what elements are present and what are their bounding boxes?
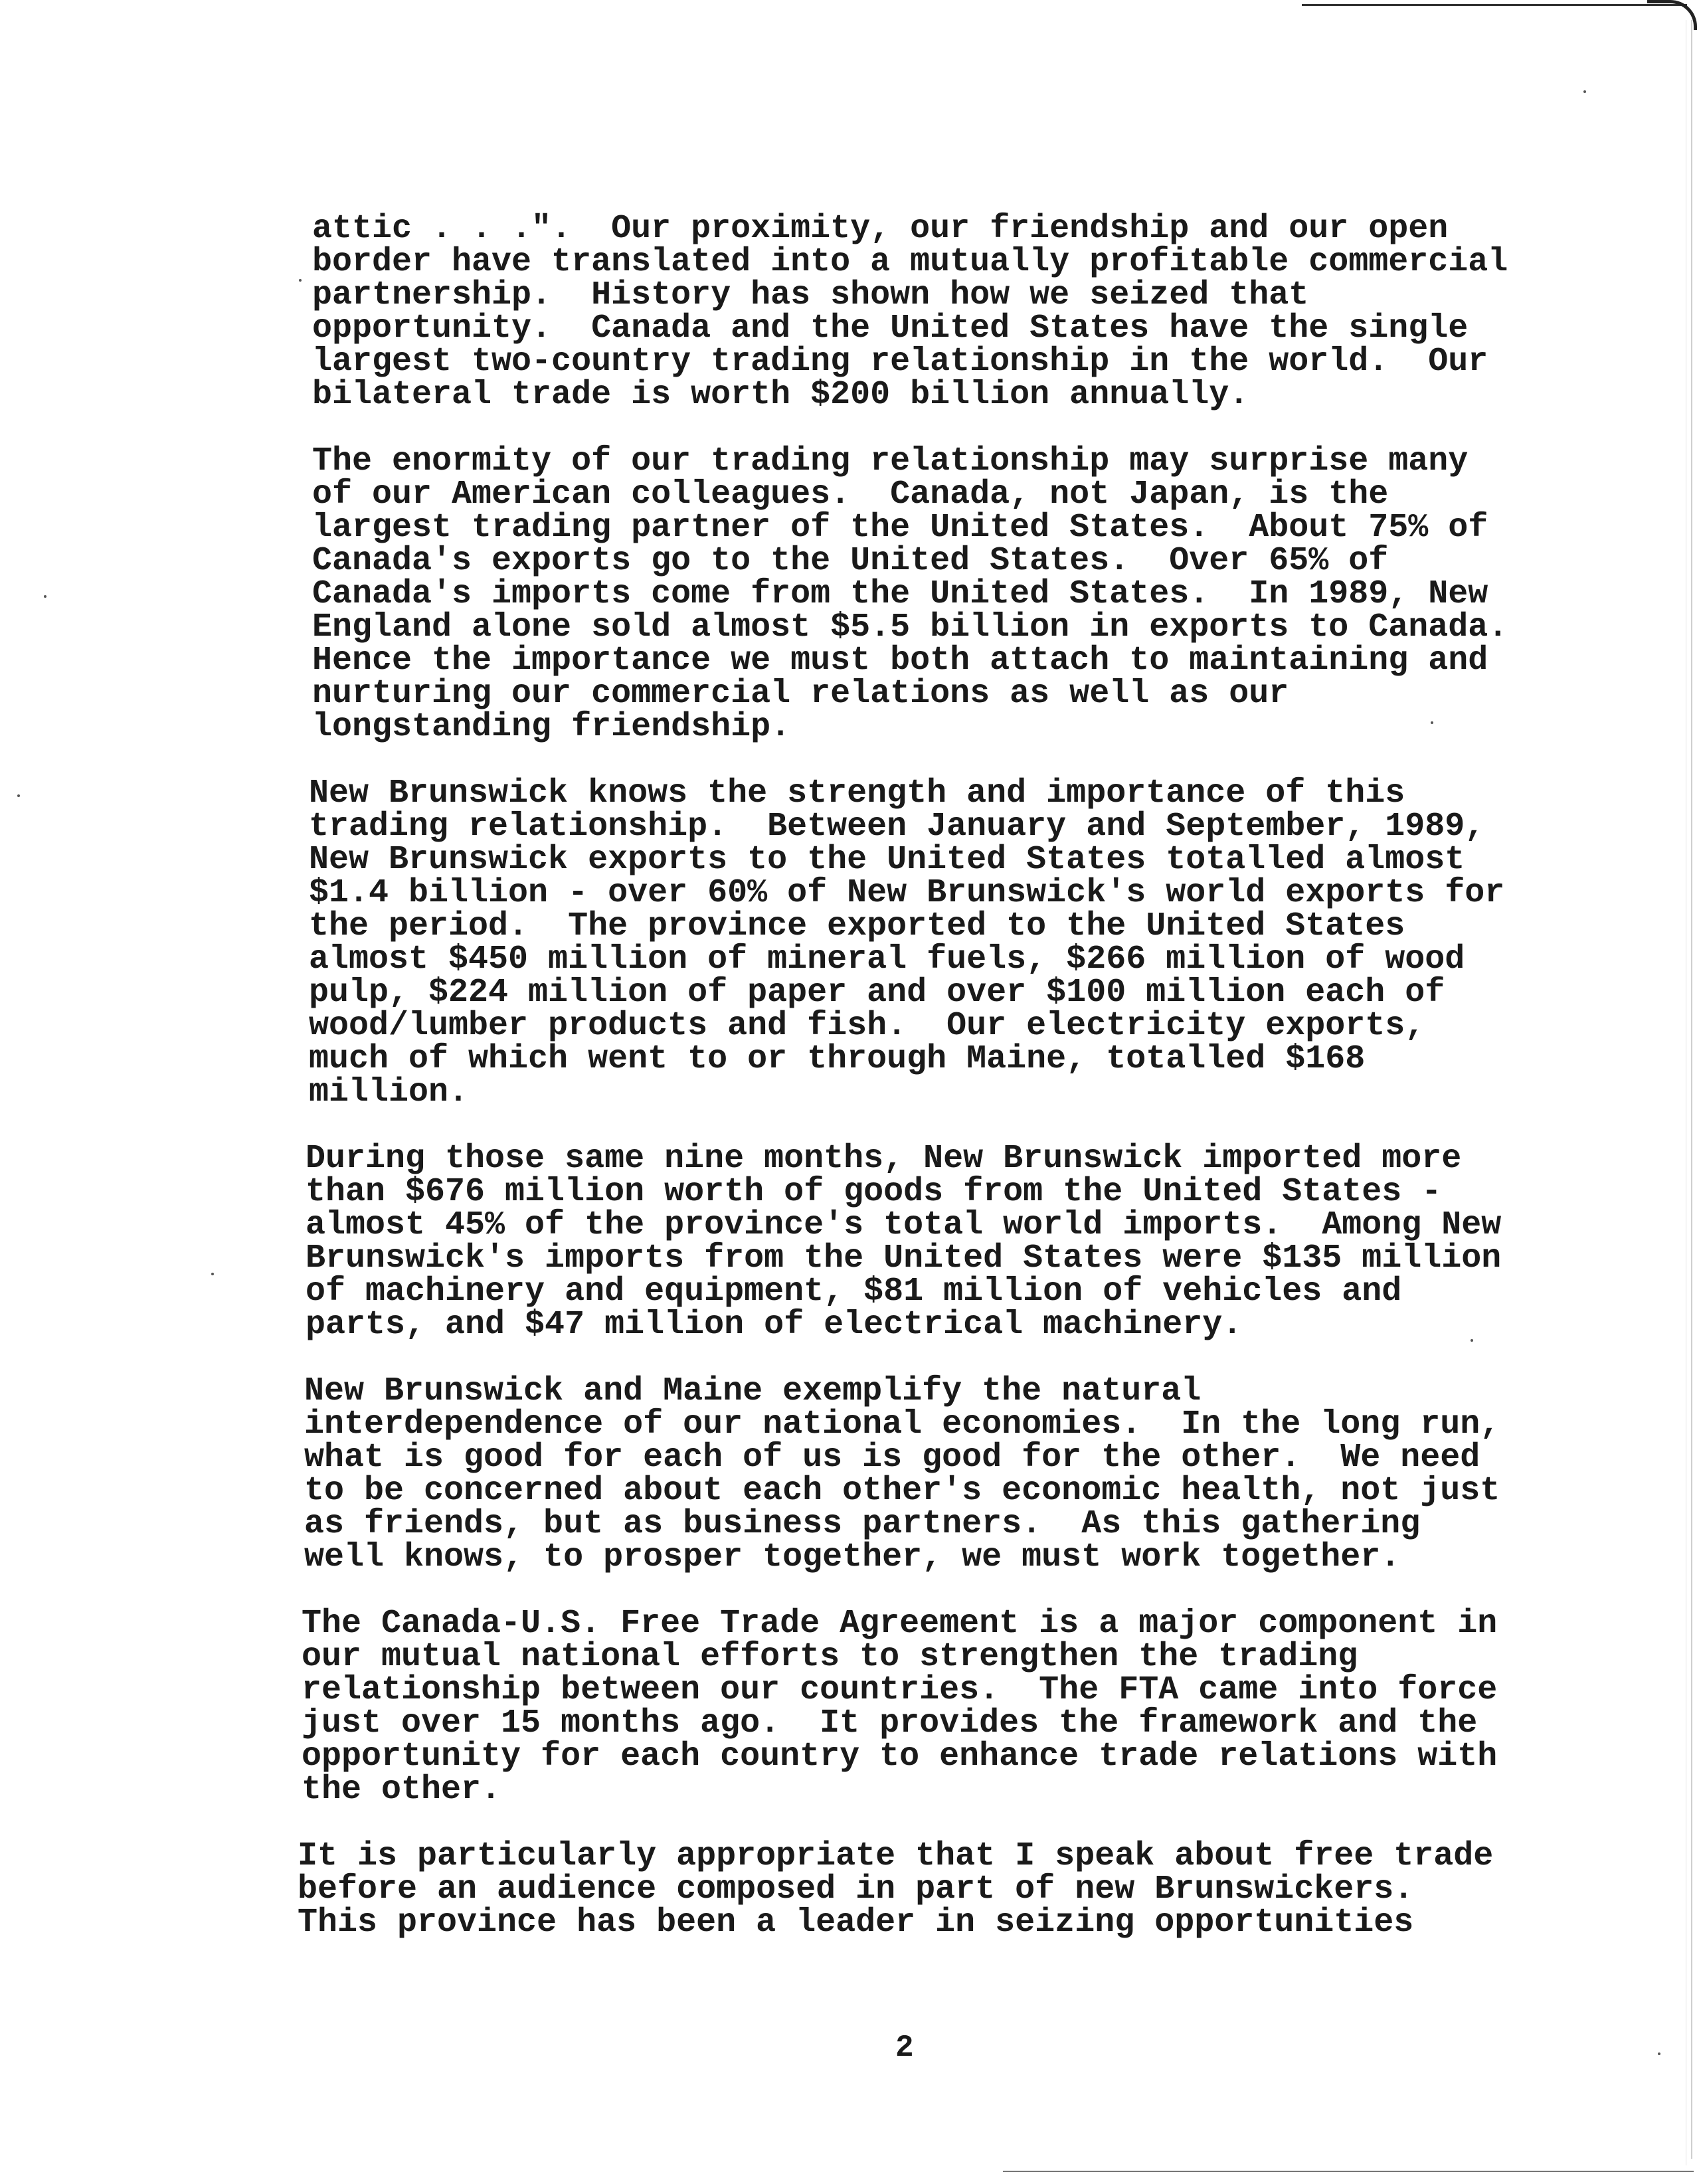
paragraph <box>312 442 1554 746</box>
text-line: before an audience composed in part of new Brunswickers. <box>298 1870 1414 1908</box>
text-line: New Brunswick and Maine exemplify the natural <box>304 1372 1202 1410</box>
paragraph <box>312 210 1554 414</box>
text-line: largest two-country trading relationship in the world. Our <box>312 343 1488 381</box>
text-line: It is particularly appropriate that I speak about free trade <box>298 1837 1494 1875</box>
text-line: to be concerned about each other's economic health, not just <box>304 1472 1500 1510</box>
text-line: million. <box>309 1073 469 1111</box>
text-line: largest trading partner of the United States. About 75% of <box>312 509 1488 547</box>
paragraph <box>309 774 1554 1111</box>
text-line: longstanding friendship. <box>312 708 791 746</box>
text-line: During those same nine months, New Brunswick imported more <box>306 1140 1462 1178</box>
text-line: of our American colleagues. Canada, not Japan, is the <box>312 476 1389 513</box>
text-line: just over 15 months ago. It provides the framework and the <box>302 1704 1478 1742</box>
right-page-edge <box>1691 20 1692 2159</box>
paragraph <box>302 1607 1554 1807</box>
text-line: almost $450 million of mineral fuels, $266 million of wood <box>309 941 1465 978</box>
text-line: New Brunswick exports to the United States totalled almost <box>309 841 1465 879</box>
scan-speck <box>44 595 46 598</box>
scan-speck <box>17 794 20 797</box>
text-line: parts, and $47 million of electrical machinery. <box>306 1306 1243 1344</box>
paragraph <box>298 1837 1554 1942</box>
text-line: The enormity of our trading relationship may surprise many <box>312 442 1469 480</box>
text-line: New Brunswick knows the strength and importance of this <box>309 774 1405 812</box>
text-line: the period. The province exported to the United States <box>309 907 1405 945</box>
text-line: well knows, to prosper together, we must work together. <box>304 1538 1401 1576</box>
page-curl-mark <box>1647 0 1697 30</box>
text-line: border have translated into a mutually profitable commercial <box>312 243 1508 281</box>
text-line: Canada's imports come from the United States. In 1989, New <box>312 575 1488 613</box>
text-line: nurturing our commercial relations as well as our <box>312 675 1289 713</box>
text-line: trading relationship. Between January and September, 1989, <box>309 808 1485 846</box>
text-line: as friends, but as business partners. As this gathering <box>304 1505 1421 1543</box>
text-line: wood/lumber products and fish. Our electricity exports, <box>309 1007 1425 1045</box>
text-line: This province has been a leader in seizing opportunities <box>298 1904 1414 1942</box>
text-line: than $676 million worth of goods from the United States - <box>306 1173 1442 1211</box>
text-line: England alone sold almost $5.5 billion in exports to Canada. <box>312 608 1508 646</box>
text-line: what is good for each of us is good for the other. We need <box>304 1439 1480 1477</box>
bottom-edge-rule <box>1003 2171 1694 2172</box>
text-line: our mutual national efforts to strengthen the trading <box>302 1638 1358 1676</box>
text-line: the other. <box>302 1771 501 1809</box>
text-line: relationship between our countries. The FTA came into force <box>302 1671 1498 1709</box>
text-line: Canada's exports go to the United States. Over 65% of <box>312 542 1389 580</box>
text-line: The Canada-U.S. Free Trade Agreement is a major component in <box>302 1605 1498 1643</box>
text-line: partnership. History has shown how we seized that <box>312 276 1309 314</box>
text-line: interdependence of our national economies. In the long run, <box>304 1406 1500 1443</box>
text-line: bilateral trade is worth $200 billion annually. <box>312 376 1249 414</box>
text-line: opportunity. Canada and the United States have the single <box>312 310 1469 347</box>
text-line: pulp, $224 million of paper and over $100 million each of <box>309 974 1445 1012</box>
top-edge-rule <box>1302 4 1687 6</box>
scan-speck <box>1658 2052 1660 2055</box>
text-line: opportunity for each country to enhance trade relations with <box>302 1738 1498 1775</box>
text-line: almost 45% of the province's total world imports. Among New <box>306 1206 1502 1244</box>
scan-speck <box>1583 90 1586 93</box>
text-line: of machinery and equipment, $81 million of vehicles and <box>306 1273 1402 1311</box>
text-line: Brunswick's imports from the United States were $135 million <box>306 1239 1502 1277</box>
paragraph <box>306 1142 1554 1342</box>
text-line: Hence the importance we must both attach to maintaining and <box>312 642 1488 680</box>
text-line: attic . . .". Our proximity, our friendship and our open <box>312 210 1449 248</box>
text-line: much of which went to or through Maine, totalled $168 <box>309 1040 1366 1078</box>
scan-speck <box>211 1273 214 1275</box>
text-line: $1.4 billion - over 60% of New Brunswick's world exports for <box>309 874 1505 912</box>
letter-body <box>292 210 1554 1973</box>
page-number: 2 <box>895 2031 914 2065</box>
paragraph <box>304 1372 1554 1576</box>
